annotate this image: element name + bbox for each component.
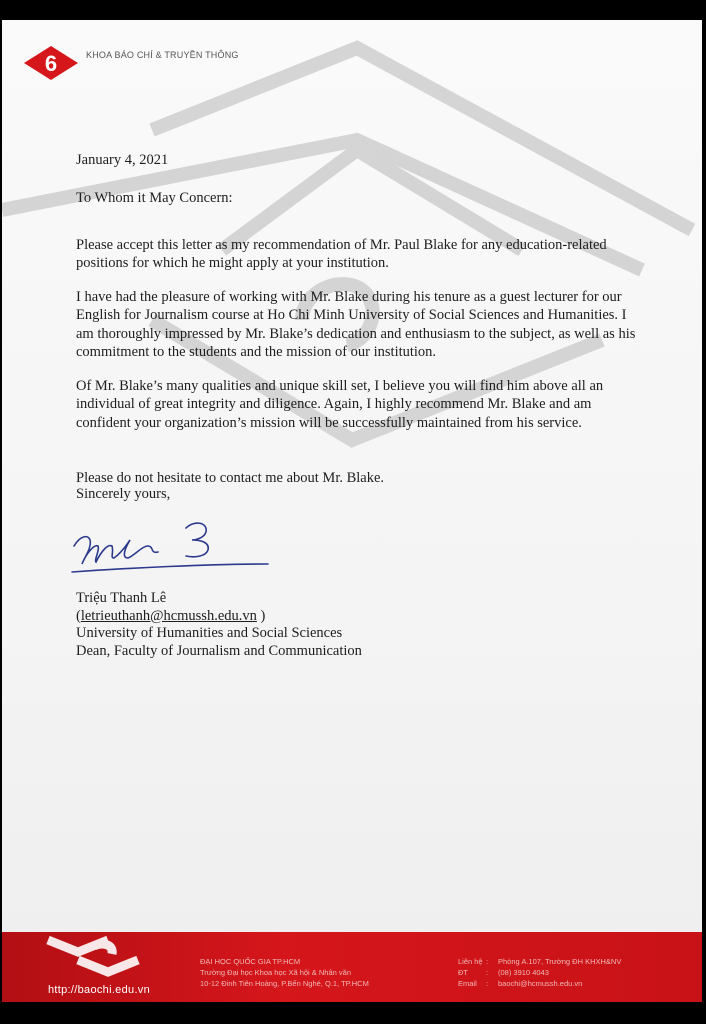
letter-greeting: To Whom it May Concern: xyxy=(76,190,233,206)
email-link[interactable]: letrieuthanh@hcmussh.edu.vn xyxy=(80,607,257,624)
signature-block xyxy=(76,590,362,660)
paragraph-3: Of Mr. Blake’s many qualities and unique skill set, I believe you will find him above all an individual of great integrity and diligence. Again, I highly recommend Mr. Blake and am confident your organization’s mission will be successfully maintained from his service. xyxy=(76,377,604,431)
faculty-name: KHOA BÁO CHÍ & TRUYỀN THÔNG xyxy=(86,50,239,60)
letter-date: January 4, 2021 xyxy=(76,152,169,168)
signatory-university: University of Humanities and Social Sciences xyxy=(76,625,343,641)
letter-closing: Sincerely yours, xyxy=(76,486,171,502)
signatory-email-line: (letrieuthanh@hcmussh.edu.vn ) xyxy=(76,607,266,624)
paragraph-2: I have had the pleasure of working with Mr. Blake during his tenure as a guest lecturer for our English for Journalism course at Ho Chi Minh University of Social Sciences and Humanities. I am thoroughly impressed by Mr. Blake’s dedication and enthusiasm to the subject, as well as his commitment to the students and the mission of our institution. xyxy=(76,288,636,360)
handwritten-signature xyxy=(68,506,278,580)
svg-text:6: 6 xyxy=(44,51,58,76)
signatory-name: Triệu Thanh Lê xyxy=(76,590,167,606)
letter-page xyxy=(2,20,702,1002)
footer-email-link[interactable]: baochi@hcmussh.edu.vn xyxy=(498,979,583,988)
footer-contact: Liên hệ : Phòng A.107, Trường ĐH KHXH&NV ĐT : (08) 3910 4043 Email : baochi@hcmussh.edu.vn xyxy=(458,957,622,988)
paragraph-1: Please accept this letter as my recommendation of Mr. Paul Blake for any education-related positions for which he might apply at your institution. xyxy=(76,236,607,271)
faculty-logo xyxy=(24,46,78,80)
footer-address: ĐẠI HỌC QUỐC GIA TP.HCM Trường Đại học Khoa học Xã hội & Nhân văn 10-12 Đinh Tiên Hoàng, P.Bến Nghé, Q.1, TP.HCM xyxy=(200,957,369,988)
letterhead-footer xyxy=(2,932,702,1002)
faculty-logo-mark xyxy=(38,932,148,980)
signatory-title: Dean, Faculty of Journalism and Communication xyxy=(76,642,362,659)
website-link[interactable]: http://baochi.edu.vn xyxy=(48,984,151,996)
paragraph-4: Please do not hesitate to contact me about Mr. Blake. xyxy=(76,469,385,486)
